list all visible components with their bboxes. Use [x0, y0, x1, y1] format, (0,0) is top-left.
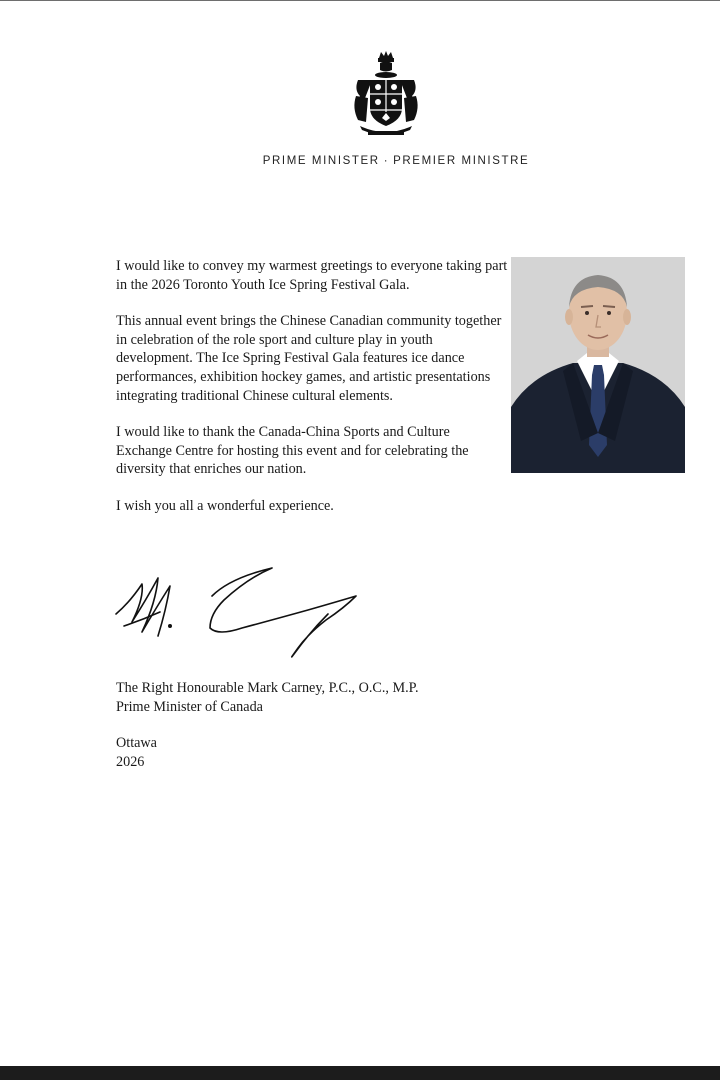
office-title-french: PREMIER MINISTRE [393, 155, 530, 167]
title-separator: · [383, 155, 390, 167]
top-border [0, 0, 720, 1]
paragraph-greeting: I would like to convey my warmest greetings to everyone taking part in the 2026 Toronto Youth Ice Spring Festival Gala. [116, 258, 508, 293]
handwritten-signature-icon [112, 562, 364, 662]
letter-body [116, 257, 508, 534]
bottom-bar [0, 1066, 720, 1080]
paragraph-closing: I wish you all a wonderful experience. [116, 497, 334, 514]
office-title-english: PRIME MINISTER [262, 155, 380, 167]
royal-coat-of-arms-of-canada-icon [350, 50, 422, 136]
letterhead [140, 155, 652, 167]
signoff-block [116, 679, 596, 771]
signatory-name: The Right Honourable Mark Carney, P.C., O.C., M.P. [116, 680, 419, 696]
paragraph-thanks: I would like to thank the Canada-China Sports and Culture Exchange Centre for hosting this event and for celebrating the diversity that enriches our nation. [116, 424, 469, 478]
signatory-title: Prime Minister of Canada [116, 698, 263, 715]
portrait-photo [511, 257, 685, 473]
place-year: 2026 [116, 753, 145, 770]
paragraph-event-description: This annual event brings the Chinese Canadian community together in celebration of the role sport and culture play in youth development. The Ice Spring Festival Gala features ice dance performances, exhibition hockey games, and artistic presentations integrating traditional Chinese cultural elements. [116, 313, 502, 404]
place-city: Ottawa [116, 735, 157, 752]
